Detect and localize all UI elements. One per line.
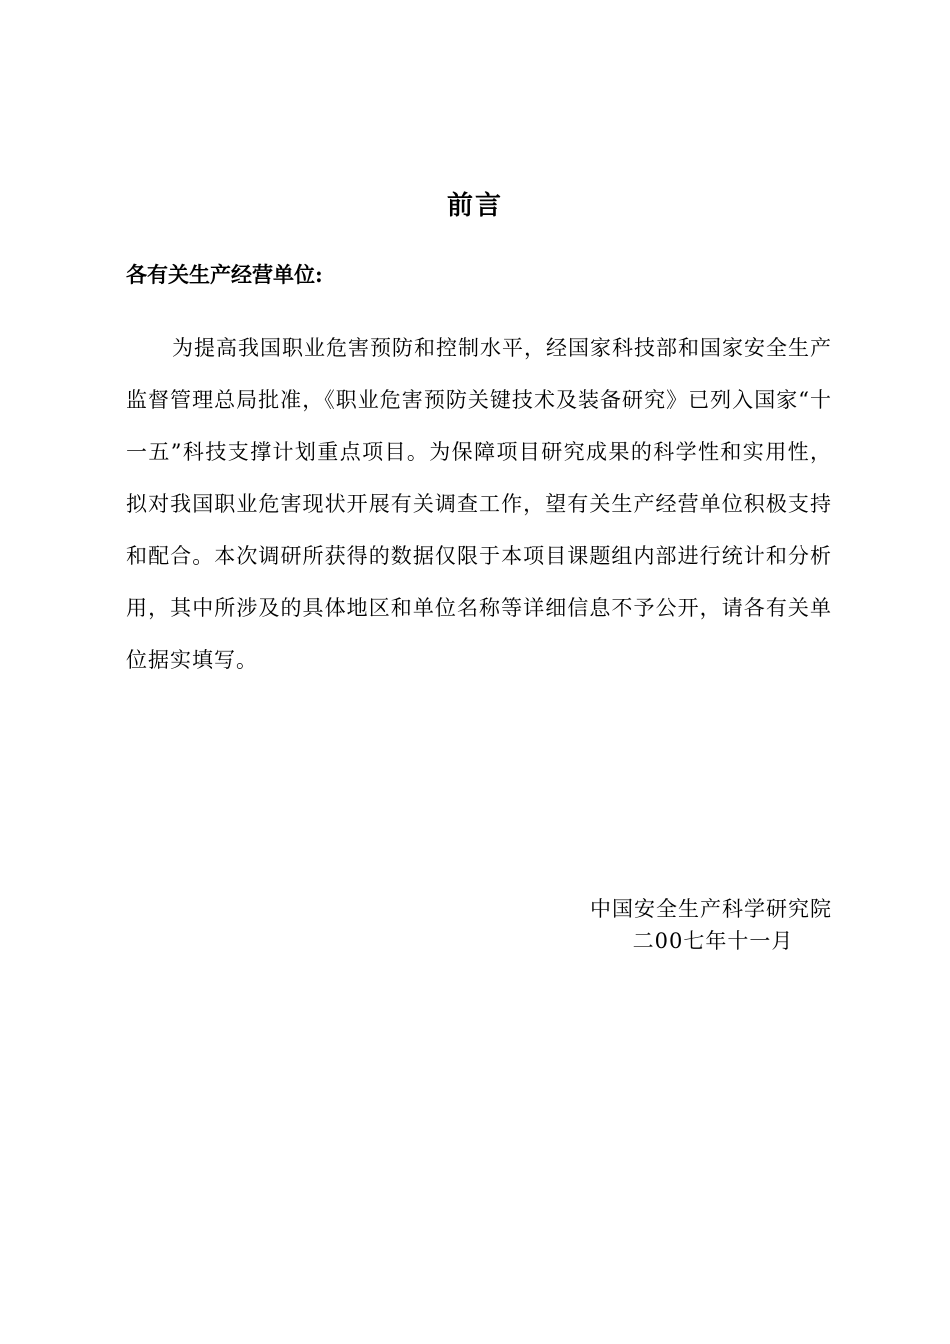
signature-block xyxy=(560,893,832,957)
signature-date: 二00七年十一月 xyxy=(632,929,794,953)
salutation: 各有关生产经营单位: xyxy=(126,262,323,287)
page-title: 前言 xyxy=(446,191,503,221)
body-paragraph: 为提高我国职业危害预防和控制水平，经国家科技部和国家安全生产监督管理总局批准，《职业危害预防关键技术及装备研究》已列入国家“十一五”科技支撑计划重点项目。为保障项目研究成果的科学性和实用性，拟对我国职业危害现状开展有关调查工作，望有关生产经营单位积极支持和配合。本次调研所获得的数据仅限于本项目课题组内部进行统计和分析用，其中所涉及的具体地区和单位名称等详细信息不予公开，请各有关单位据实填写。 xyxy=(126,336,832,672)
signature-organization: 中国安全生产科学研究院 xyxy=(590,897,832,921)
